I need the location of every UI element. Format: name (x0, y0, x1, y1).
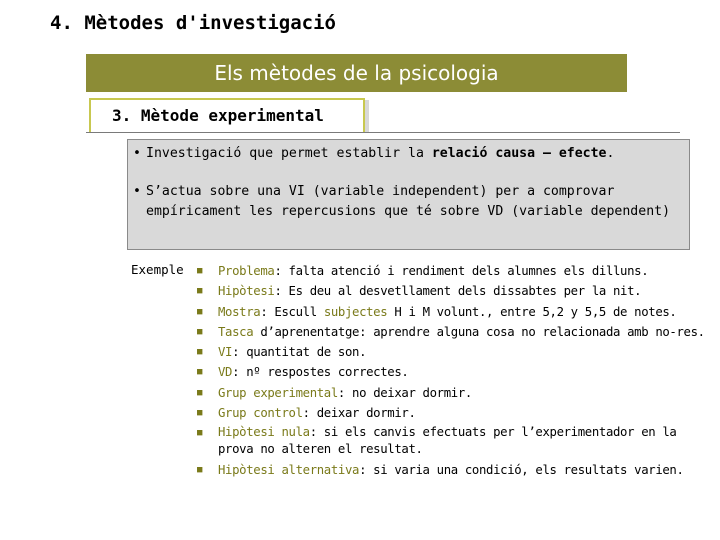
list-item: ■ Grup experimental: no deixar dormir. (197, 383, 697, 403)
bullet-icon: • (133, 184, 141, 199)
list-item: ■ Problema: falta atenció i rendiment dels alumnes els dilluns. (197, 261, 697, 281)
list-item: ■ Mostra: Escull subjectes H i M volunt., entre 5,2 y 5,5 de notes. (197, 302, 697, 322)
square-bullet-icon: ■ (197, 347, 203, 358)
square-bullet-icon: ■ (197, 387, 203, 398)
list-item: ■ Hipòtesi: Es deu al desvetllament dels dissabtes per la nit. (197, 281, 697, 301)
bullet-icon: • (133, 146, 141, 161)
definition-text: S’actua sobre una VI (variable independent) per a comprovar empíricament les repercusions que té sobre VD (variable dependent) (146, 184, 671, 219)
example-label: Exemple (131, 262, 184, 277)
section-banner: Els mètodes de la psicologia (86, 54, 627, 92)
divider-line (86, 132, 680, 133)
list-item: ■ VD: nº respostes correctes. (197, 362, 697, 382)
square-bullet-icon: ■ (197, 465, 203, 476)
definition-item (133, 144, 683, 164)
list-item: ■ Tasca d’aprenentatge: aprendre alguna cosa no relacionada amb no-res. (197, 322, 697, 342)
square-bullet-icon: ■ (197, 286, 203, 297)
definition-text: Investigació que permet establir la relació causa – efecte. (146, 146, 615, 161)
square-bullet-icon: ■ (197, 428, 203, 439)
square-bullet-icon: ■ (197, 326, 203, 337)
definition-item (133, 182, 683, 222)
square-bullet-icon: ■ (197, 367, 203, 378)
slide-title: 4. Mètodes d'investigació (50, 12, 336, 34)
definition-box (127, 139, 690, 250)
subtitle-shadow (365, 100, 369, 132)
list-item: ■ Hipòtesi alternativa: si varia una condició, els resultats varien. (197, 460, 697, 480)
square-bullet-icon: ■ (197, 408, 203, 419)
example-list (197, 261, 705, 481)
list-item: ■ VI: quantitat de son. (197, 342, 697, 362)
list-item: ■ Hipòtesi nula: si els canvis efectuats per l’experimentador en la prova no alteren el resultat. (197, 423, 697, 460)
subtitle-tab: 3. Mètode experimental (89, 98, 365, 132)
causa-efecte-highlight: relació causa – efecte (431, 146, 607, 161)
list-item: ■ Grup control: deixar dormir. (197, 403, 697, 423)
square-bullet-icon: ■ (197, 306, 203, 317)
square-bullet-icon: ■ (197, 266, 203, 276)
